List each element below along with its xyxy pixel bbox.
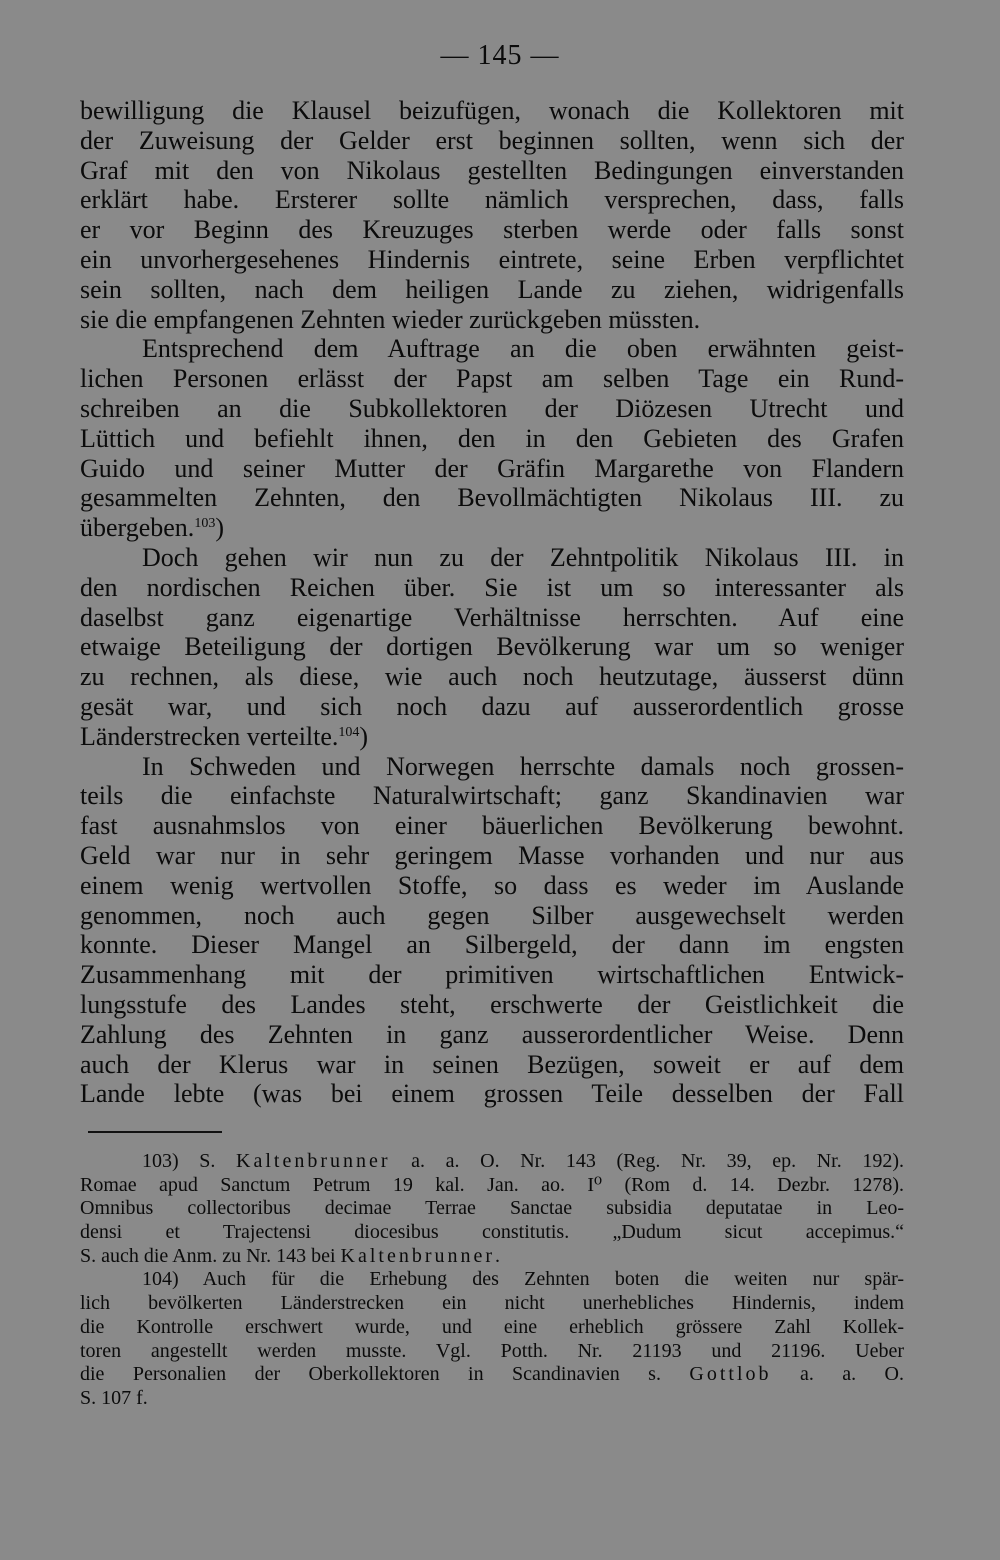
text-line (80, 126, 904, 156)
text-line (80, 245, 904, 275)
text-line (80, 811, 904, 841)
author-name: Kaltenbrunner (236, 1150, 391, 1172)
text-line (80, 1020, 904, 1050)
text-line (80, 752, 904, 782)
footnote-line (80, 1245, 904, 1269)
footnote-text: 104) Auch für die Erhebung des Zehnten boten die weiten nur spär- (142, 1268, 904, 1291)
text-line (80, 1079, 904, 1109)
text-line-content: erklärt habe. Ersterer sollte nämlich versprechen, dass, falls (80, 185, 904, 215)
footnote-text: 103) S. (142, 1150, 237, 1172)
text-line-content: Geld war nur in sehr geringem Masse vorhanden und nur aus (80, 840, 904, 870)
footnote-line (80, 1340, 904, 1364)
text-line-content: gesät war, und sich noch dazu auf ausserordentlich grosse (80, 691, 904, 721)
text-line (80, 185, 904, 215)
page-number: — 145 — (440, 40, 560, 71)
text-line (80, 96, 904, 126)
text-line-content: Zusammenhang mit der primitiven wirtschaftlichen Entwick- (80, 960, 904, 990)
main-text-block (80, 96, 904, 1109)
text-line-content: In Schweden und Norwegen herrschte damals noch grossen- (142, 751, 904, 781)
text-line (80, 513, 904, 543)
footnote-text: . (495, 1244, 501, 1267)
text-line-content: Zahlung des Zehnten in ganz ausserordentlicher Weise. Denn (80, 1019, 904, 1049)
footnote-line (80, 1174, 904, 1198)
footnote-marker-paren: ) (215, 513, 224, 543)
text-line (80, 573, 904, 603)
footnote-line (80, 1292, 904, 1316)
footnote-line (80, 1316, 904, 1340)
author-name: Gottlob (689, 1363, 772, 1386)
text-line-content: auch der Klerus war in seinen Bezügen, soweit er auf dem (80, 1049, 904, 1079)
text-line (80, 543, 904, 573)
text-line-content: Lande lebte (was bei einem grossen Teile desselben der Fall (80, 1079, 904, 1109)
footnote-marker: 104 (338, 724, 360, 740)
footnote-line (80, 1363, 904, 1387)
footnote-line (80, 1197, 904, 1221)
footnote-text: S. auch die Anm. zu Nr. 143 bei (80, 1244, 341, 1267)
footnote-line (80, 1387, 904, 1411)
text-line-content: fast ausnahmslos von einer bäuerlichen Bevölkerung bewohnt. (80, 811, 904, 841)
footnotes-block (80, 1150, 904, 1411)
text-line-content: Graf mit den von Nikolaus gestellten Bedingungen einverstanden (80, 155, 904, 185)
footnote-text: Romae apud Sanctum Petrum 19 kal. Jan. ao. I⁰ (Rom d. 14. Dezbr. 1278). (80, 1173, 904, 1196)
text-line (80, 1050, 904, 1080)
text-line (80, 960, 904, 990)
text-line-content: Entsprechend dem Auftrage an die oben erwähnten geist- (142, 334, 904, 364)
footnote-text: Omnibus collectoribus decimae Terrae Sanctae subsidia deputatae in Leo- (80, 1197, 904, 1220)
text-line-content: genommen, noch auch gegen Silber ausgewechselt werden (80, 900, 904, 930)
footnote-separator (88, 1131, 222, 1133)
text-line-content: der Zuweisung der Gelder erst beginnen sollten, wenn sich der (80, 125, 904, 155)
text-line-content: bewilligung die Klausel beizufügen, wonach die Kollektoren mit (80, 96, 904, 125)
text-line-content: Guido und seiner Mutter der Gräfin Margarethe von Flandern (80, 453, 904, 483)
text-line (80, 662, 904, 692)
text-line (80, 305, 904, 335)
footnote-text: die Personalien der Oberkollektoren in Scandinavien s. (80, 1363, 690, 1386)
footnote-text: toren angestellt werden musste. Vgl. Potth. Nr. 21193 und 21196. Ueber (80, 1339, 904, 1362)
footnote-103 (80, 1150, 904, 1268)
text-line (80, 632, 904, 662)
footnote-text: a. a. O. (771, 1363, 904, 1386)
text-line (80, 930, 904, 960)
footnote-text: die Kontrolle erschwert wurde, und eine erheblich grössere Zahl Kollek- (80, 1315, 904, 1338)
text-line (80, 722, 904, 752)
text-line (80, 364, 904, 394)
footnote-line (80, 1268, 904, 1292)
text-line-content: konnte. Dieser Mangel an Silbergeld, der dann im engsten (80, 930, 904, 960)
footnote-line (80, 1150, 904, 1174)
text-line (80, 483, 904, 513)
text-line-content: Lüttich und befiehlt ihnen, den in den Gebieten des Grafen (80, 423, 904, 453)
text-line-content: zu rechnen, als diese, wie auch noch heutzutage, äusserst dünn (80, 662, 904, 692)
footnote-text: densi et Trajectensi diocesibus constitutis. „Dudum sicut accepimus.“ (80, 1221, 904, 1244)
text-line-content: sein sollten, nach dem heiligen Lande zu ziehen, widrigenfalls (80, 274, 904, 304)
footnote-text: lich bevölkerten Länderstrecken ein nicht unerhebliches Hindernis, indem (80, 1292, 904, 1315)
text-line (80, 603, 904, 633)
footnote-104 (80, 1268, 904, 1410)
footnote-line (80, 1221, 904, 1245)
text-line-content: lungsstufe des Landes steht, erschwerte der Geistlichkeit die (80, 989, 904, 1019)
footnote-text: a. a. O. Nr. 143 (Reg. Nr. 39, ep. Nr. 192). (390, 1150, 904, 1172)
text-line-content: teils die einfachste Naturalwirtschaft; ganz Skandinavien war (80, 781, 904, 811)
text-line (80, 156, 904, 186)
text-line-content: sie die empfangenen Zehnten wieder zurückgeben müssten. (80, 304, 701, 334)
text-line-content: ein unvorhergesehenes Hindernis eintrete, seine Erben verpflichtet (80, 244, 904, 274)
text-line-content: er vor Beginn des Kreuzuges sterben werde oder falls sonst (80, 215, 904, 245)
footnote-marker: 103 (194, 516, 216, 532)
text-line (80, 275, 904, 305)
text-line-content: übergeben. (80, 513, 195, 543)
text-line-content: gesammelten Zehnten, den Bevollmächtigten Nikolaus III. zu (80, 483, 904, 513)
text-line (80, 215, 904, 245)
text-line-content: einem wenig wertvollen Stoffe, so dass es weder im Auslande (80, 870, 904, 900)
text-line (80, 901, 904, 931)
text-line (80, 871, 904, 901)
text-line (80, 990, 904, 1020)
text-line (80, 454, 904, 484)
text-line (80, 424, 904, 454)
text-line-content: Doch gehen wir nun zu der Zehntpolitik Nikolaus III. in (142, 542, 904, 572)
text-line (80, 394, 904, 424)
text-line (80, 334, 904, 364)
text-line-content: daselbst ganz eigenartige Verhältnisse herrschten. Auf eine (80, 602, 904, 632)
text-line-content: Länderstrecken verteilte. (80, 721, 339, 751)
text-line-content: den nordischen Reichen über. Sie ist um so interessanter als (80, 572, 904, 602)
text-line-content: lichen Personen erlässt der Papst am selben Tage ein Rund- (80, 364, 904, 394)
author-name: Kaltenbrunner (340, 1244, 496, 1267)
text-line (80, 692, 904, 722)
text-line (80, 841, 904, 871)
text-line-content: etwaige Beteiligung der dortigen Bevölkerung war um so weniger (80, 632, 904, 662)
footnote-marker-paren: ) (359, 721, 369, 751)
text-line (80, 781, 904, 811)
text-line-content: schreiben an die Subkollektoren der Diözesen Utrecht und (80, 393, 904, 423)
footnote-text: S. 107 f. (80, 1386, 148, 1409)
